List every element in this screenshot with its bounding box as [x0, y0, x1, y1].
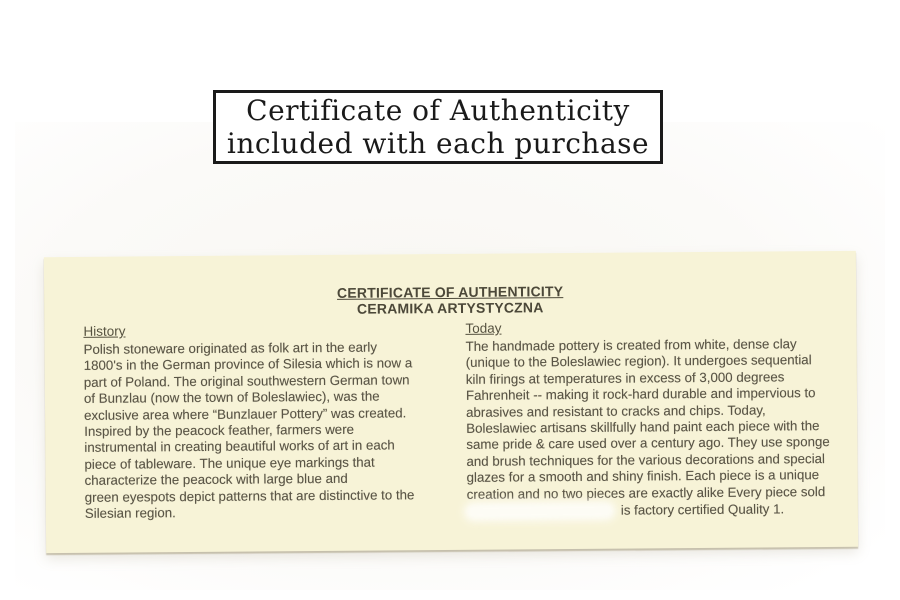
certificate-title: CERTIFICATE OF AUTHENTICITY — [336, 283, 564, 301]
certification-text: is factory certified Quality 1. — [620, 501, 785, 518]
banner-box — [213, 90, 663, 164]
history-column — [83, 321, 457, 522]
today-column — [465, 318, 863, 521]
history-heading: History — [83, 323, 126, 339]
banner-line-2: included with each purchase — [226, 127, 650, 160]
history-text: Polish stoneware originated as folk art in the early 1800's in the German province of Silesia which is now a part of Poland. The original southwestern German town of Bunzlau (now the town of Boleslawiec), was the exclusive area where “Bunzlauer Pottery” was created. Inspired by the peacock feather, farmers were instrumental in creating beautiful works of art in each piece of tableware. The unique eye markings that characterize the peacock with large blue and green eyespots depict patterns that are distinctive to the Silesian region. — [83, 339, 415, 521]
certificate-card — [44, 251, 858, 553]
certification-line — [467, 501, 863, 521]
today-heading: Today — [465, 320, 502, 336]
banner-line-1: Certificate of Authenticity — [246, 94, 630, 127]
certificate-subtitle: CERAMIKA ARTYSTYCZNA — [356, 299, 544, 317]
redacted-smudge — [467, 504, 613, 519]
today-text: The handmade pottery is created from white, dense clay (unique to the Boleslawiec region). It undergoes sequential kiln firings at temperatures in excess of 3,000 degrees Fahrenheit -- making it rock-hard durable and impervious to abrasives and resistant to cracks and chips. Today, Boleslawiec artisans skillfully hand paint each piece with the same pride & care used over a century ago. They use sponge and brush techniques for the various decorations and special glazes for a smooth and shiny finish. Each piece is a unique creation and no two pieces are exactly alike Every piece sold — [465, 336, 830, 502]
